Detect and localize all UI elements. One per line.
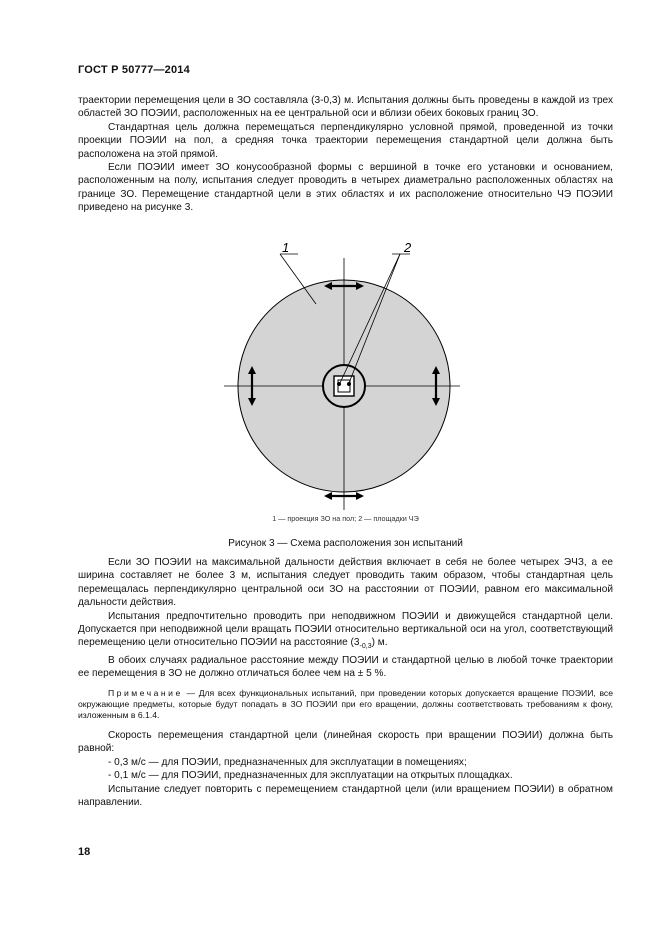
note [78,688,613,722]
note-text: — Для всех функциональных испытаний, при проведении которых допускается вращение ПОЭИИ, все окружающие предметы, которые будут попадать в ЗО ПОЭИИ при его вращении, должны соответствовать требованиям к фону, изложенным в 6.1.4. [78,687,613,721]
label-1: 1 [282,240,290,255]
paragraph: Испытание следует повторить с перемещением стандартной цели (или вращением ПОЭИИ) в обратном направлении. [78,783,613,808]
figure-caption: Рисунок 3 — Схема расположения зон испытаний [228,538,463,549]
figure-legend: 1 — проекция ЗО на пол; 2 — площадки ЧЭ [272,514,419,523]
test-zone-diagram [224,238,460,510]
sensor-area-inner [338,380,350,392]
paragraph: Скорость перемещения стандартной цели (линейная скорость при вращении ПОЭИИ) должна быть равной: [78,729,613,755]
tolerance-subscript: -0,3 [359,643,372,651]
paragraph [78,610,613,654]
document-header: ГОСТ Р 50777—2014 [78,64,190,76]
list-item: - 0,3 м/с — для ПОЭИИ, предназначенных для эксплуатации в помещениях; [108,756,467,768]
paragraph-continuation: траектории перемещения цели в ЗО составляла (3-0,3) м. Испытания должны быть проведены в каждой из трех областей ЗО ПОЭИИ, расположенных на ее центральной оси и вблизи обеих боковых границ ЗО. [78,95,613,120]
page-number: 18 [78,846,91,858]
text-block-top [78,94,613,215]
paragraph: Если ЗО ПОЭИИ на максимальной дальности действия включает в себя не более четырех ЭЧЗ, а ее ширина составляет не более 3 м, испытания следует проводить таким образом, чтобы стандартная цель перемещалась перпендикулярно центральной оси ЗО на расстоянии от ПОЭИИ, равном его максимальной дальности действия. [78,557,613,609]
paragraph-text: Испытания предпочтительно проводить при неподвижном ПОЭИИ и движущейся стандартной цели. Допускается при неподвижной цели вращать ПОЭИИ относительно вертикальной оси на угол, соответствующий перемещению цели относительно ПОЭИИ на расстояние (3 [78,610,613,649]
paragraph: В обоих случаях радиальное расстояние между ПОЭИИ и стандартной целью в любой точке траектории ее перемещения в ЗО не должно отличаться более чем на ± 5 %. [78,654,613,680]
label-2: 2 [404,240,412,255]
paragraph: Если ПОЭИИ имеет ЗО конусообразной формы с вершиной в точке его установки и основанием, расположенным на полу, испытания следует проводить в четырех диаметрально расположенных областях на границе ЗО. Перемещение стандартной цели в этих областях и их расположение относительно ЧЭ ПОЭИИ приведено на рисунке 3. [78,162,613,214]
list-item: - 0,1 м/с — для ПОЭИИ, предназначенных для эксплуатации на открытых площадках. [108,770,513,782]
paragraph: Стандартная цель должна перемещаться перпендикулярно условной прямой, проведенной из точки проекции ПОЭИИ на пол, а средняя точка траектории перемещения стандартной цели должна быть расположена на этой прямой. [78,121,613,160]
paragraph-text-end: ) м. [371,637,388,649]
text-block-bottom [78,556,613,809]
note-label: Примечание [108,687,183,698]
